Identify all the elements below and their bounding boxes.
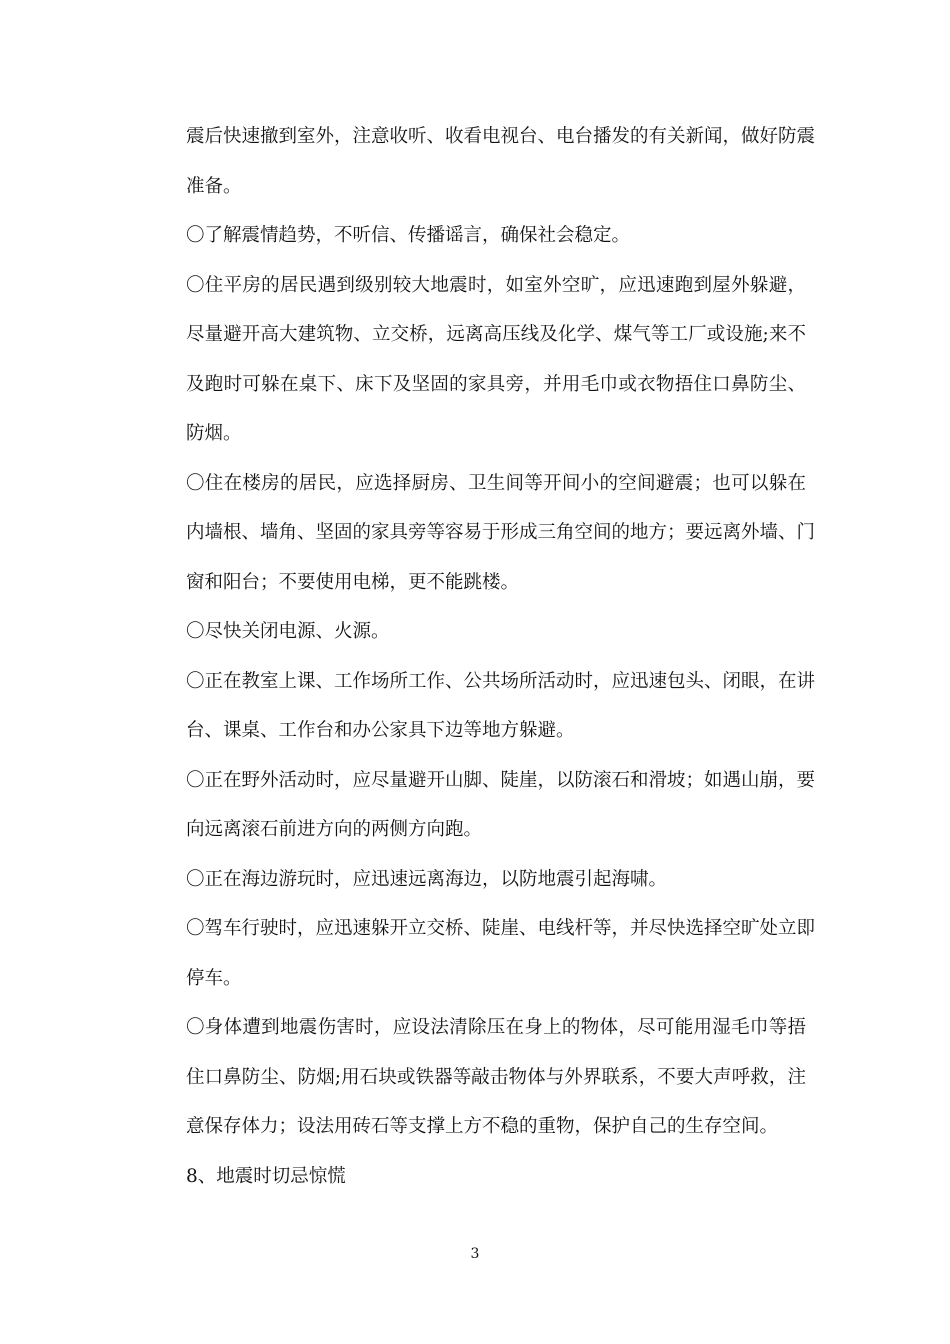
text-line: 〇了解震情趋势，不听信、传播谣言，确保社会稳定。: [186, 225, 631, 246]
body-text: [186, 119, 816, 1208]
text-line: 准备。: [186, 175, 242, 197]
text-line: 住口鼻防尘、防烟;用石块或铁器等敲击物体与外界联系，不要大声呼救，注: [186, 1066, 806, 1088]
text-line: 〇住在楼房的居民，应选择厨房、卫生间等开间小的空间避震；也可以躲在: [186, 472, 806, 494]
text-line: 向远离滚石前进方向的两侧方向跑。: [186, 819, 483, 840]
section-heading: 8、地震时切忌惊慌: [186, 1165, 346, 1187]
text-line: 〇身体遭到地震伤害时，应设法清除压在身上的物体，尽可能用湿毛巾等捂: [186, 1017, 806, 1038]
text-line: 窗和阳台；不要使用电梯，更不能跳楼。: [186, 571, 520, 593]
text-line: 〇住平房的居民遇到级别较大地震时，如室外空旷，应迅速跑到屋外躲避，: [186, 274, 806, 296]
text-line: 尽量避开高大建筑物、立交桥，远离高压线及化学、煤气等工厂或设施;来不: [186, 324, 806, 345]
text-line: 内墙根、墙角、坚固的家具旁等容易于形成三角空间的地方；要远离外墙、门: [186, 522, 816, 543]
text-line: 〇正在野外活动时，应尽量避开山脚、陡崖，以防滚石和滑坡；如遇山崩，要: [186, 769, 816, 791]
text-line: 震后快速撤到室外，注意收听、收看电视台、电台播发的有关新闻，做好防震: [186, 126, 816, 147]
text-line: 〇正在海边游玩时，应迅速远离海边，以防地震引起海啸。: [186, 868, 668, 890]
page-number: 3: [470, 1246, 480, 1262]
text-line: 〇尽快关闭电源、火源。: [186, 621, 390, 642]
text-line: 〇驾车行驶时，应迅速躲开立交桥、陡崖、电线杆等，并尽快选择空旷处立即: [186, 918, 816, 939]
text-line: 意保存体力；设法用砖石等支撑上方不稳的重物，保护自己的生存空间。: [186, 1116, 779, 1137]
text-line: 〇正在教室上课、工作场所工作、公共场所活动时，应迅速包头、闭眼，在讲: [186, 670, 816, 692]
text-line: 及跑时可躲在桌下、床下及坚固的家具旁，并用毛巾或衣物捂住口鼻防尘、: [186, 373, 806, 395]
text-line: 台、课桌、工作台和办公家具下边等地方躲避。: [186, 720, 575, 741]
text-line: 停车。: [186, 967, 242, 989]
text-line: 防烟。: [186, 423, 242, 444]
